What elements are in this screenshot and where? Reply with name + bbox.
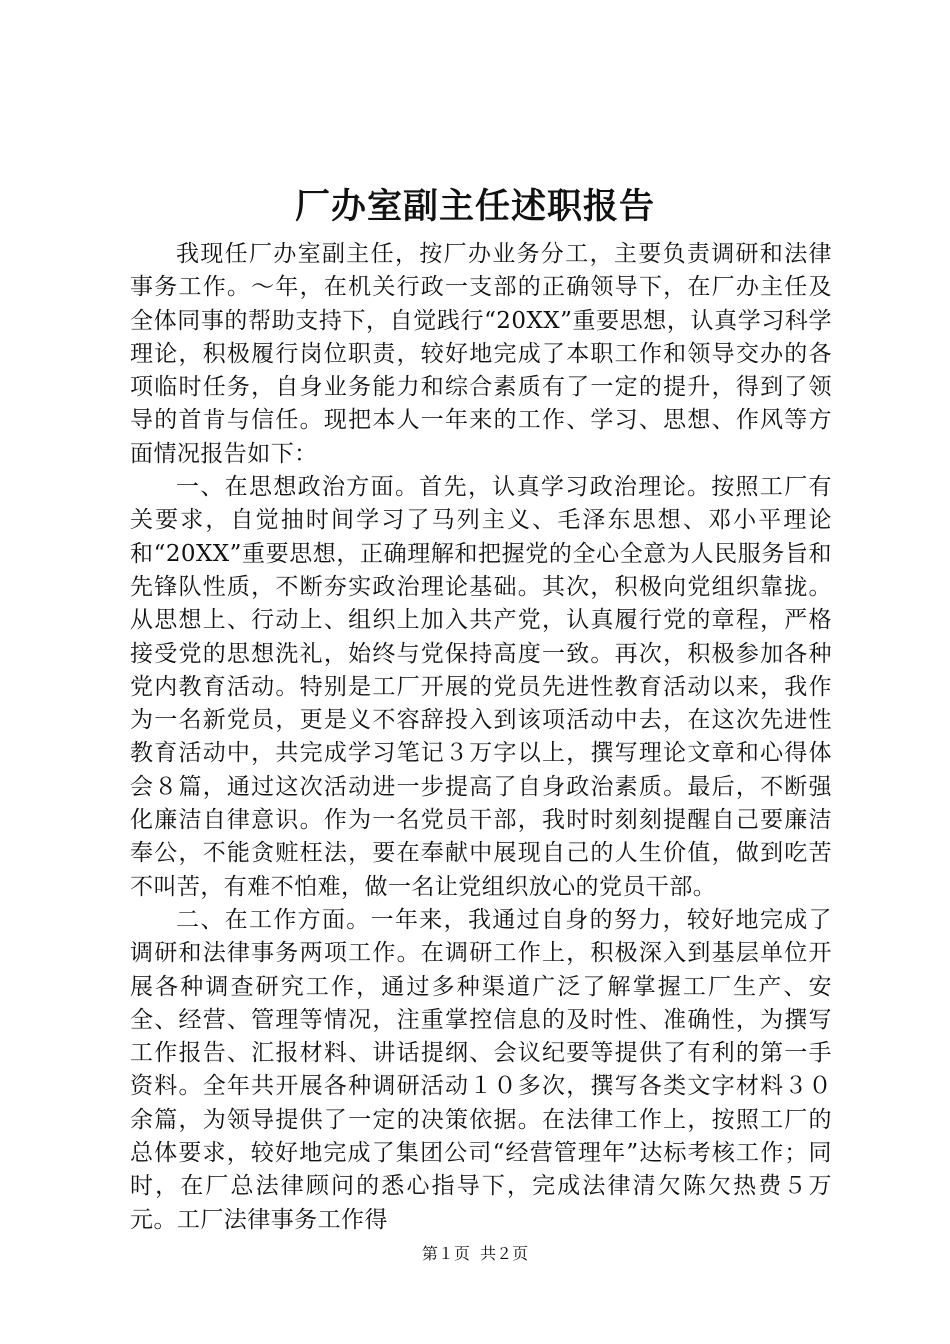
- page-total: 共２页: [480, 1244, 529, 1263]
- document-title: 厂办室副主任述职报告: [294, 186, 655, 227]
- paragraph-work: 二、在工作方面。一年来，我通过自身的努力，较好地完成了调研和法律事务两项工作。在调研工作上，积极深入到基层单位开展各种调查研究工作，通过多种渠道广泛了解掌握工厂生产、安全、经营、管理等情况，注重掌控信息的及时性、准确性，为撰写工作报告、汇报材料、讲话提纲、会议纪要等提供了有利的第一手资料。全年共开展各种调研活动１０多次，撰写各类文字材料３０余篇，为领导提供了一定的决策依据。在法律工作上，按照工厂的总体要求，较好地完成了集团公司“经营管理年”达标考核工作；同时，在厂总法律顾问的悉心指导下，完成法律清欠陈欠热费５万元。工厂法律事务工作得: [130, 906, 832, 1233]
- paragraph-political: 一、在思想政治方面。首先，认真学习政治理论。按照工厂有关要求，自觉抽时间学习了马列主义、毛泽东思想、邓小平理论和“20XX”重要思想，正确理解和把握党的全心全意为人民服务旨和先锋队性质，不断夯实政治理论基础。其次，积极向党组织靠拢。从思想上、行动上、组织上加入共产党，认真履行党的章程，严格接受党的思想洗礼，始终与党保持高度一致。再次，积极参加各种党内教育活动。特别是工厂开展的党员先进性教育活动以来，我作为一名新党员，更是义不容辞投入到该项活动中去，在这次先进性教育活动中，共完成学习笔记３万字以上，撰写理论文章和心得体会８篇，通过这次活动进一步提高了自身政治素质。最后，不断强化廉洁自律意识。作为一名党员干部，我时时刻刻提醒自己要廉洁奉公，不能贪赃枉法，要在奉献中展现自己的人生价值，做到吃苦不叫苦，有难不怕难，做一名让党组织放心的党员干部。: [130, 474, 832, 900]
- page-footer: [0, 1243, 950, 1265]
- document-body: [130, 238, 832, 1237]
- paragraph-intro: 我现任厂办室副主任，按厂办业务分工，主要负责调研和法律事务工作。～年，在机关行政一支部的正确领导下，在厂办主任及全体同事的帮助支持下，自觉践行“20XX”重要思想，认真学习科学理论，积极履行岗位职责，较好地完成了本职工作和领导交办的各项临时任务，自身业务能力和综合素质有了一定的提升，得到了领导的首肯与信任。现把本人一年来的工作、学习、思想、作风等方面情况报告如下：: [130, 241, 832, 467]
- page-number: 第１页: [421, 1244, 470, 1263]
